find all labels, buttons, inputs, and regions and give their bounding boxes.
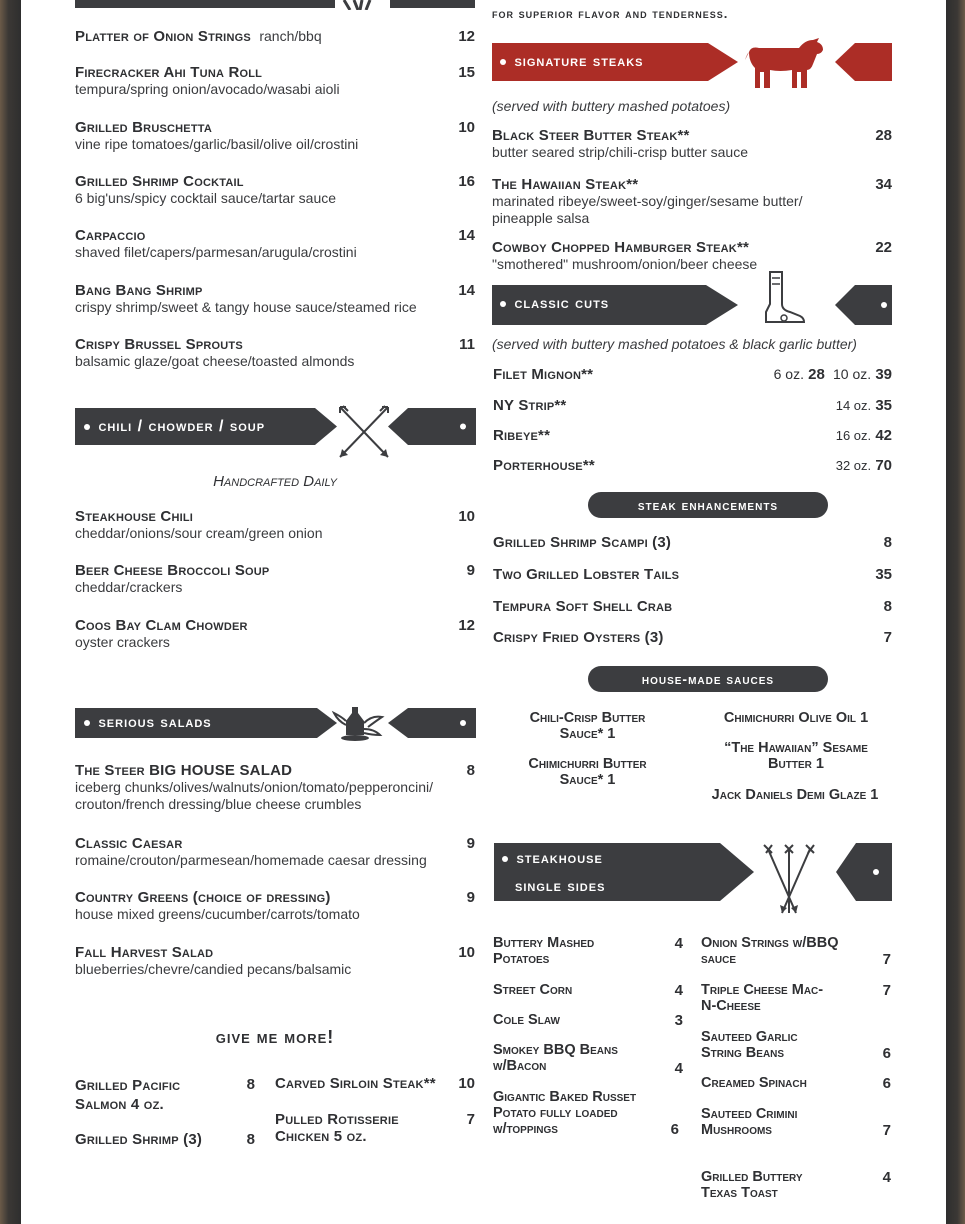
sauce-item: “The Hawaiian” Sesame Butter 1 (724, 740, 868, 772)
item-name: Crispy Fried Oysters (3) (493, 629, 664, 646)
banner-label (500, 43, 643, 81)
item-name: Black Steer Butter Steak** (492, 127, 690, 144)
item-name: Cole Slaw (493, 1012, 560, 1028)
item-desc: house mixed greens/cucumber/carrots/tomato (75, 906, 360, 922)
item-price: 9 (466, 889, 475, 906)
item-name: Carpaccio (75, 227, 146, 244)
list-item (75, 28, 475, 46)
list-item (75, 64, 475, 98)
item-price: 8 (246, 1131, 255, 1148)
item-price: 35 (875, 397, 892, 414)
item-price: 4 (674, 935, 683, 952)
section-title: signature steaks (514, 53, 644, 70)
item-desc: 6 big'uns/spicy cocktail sauce/tartar sauce (75, 190, 337, 206)
list-item (75, 282, 475, 316)
section-title: serious salads (98, 714, 212, 731)
section-title: chili / chowder / soup (98, 418, 266, 435)
item-price: 9 (466, 562, 475, 579)
banner-line (502, 846, 722, 872)
item-price: 6 (882, 1075, 891, 1092)
item-name: Tempura Soft Shell Crab (493, 598, 673, 615)
item-desc: cheddar/onions/sour cream/green onion (75, 525, 323, 541)
item-size: 6 oz. (773, 366, 804, 382)
list-item (701, 1075, 891, 1091)
banner-line (502, 872, 722, 898)
item-size: 16 oz. (835, 428, 872, 443)
item-name: Ribeye** (493, 427, 551, 444)
top-icon-fragment (340, 0, 380, 10)
list-item (701, 1029, 891, 1061)
section-title: steak enhancements (637, 497, 779, 513)
banner-label (500, 285, 609, 325)
item-price: 8 (466, 762, 475, 779)
item-desc: marinated ribeye/sweet-soy/ginger/sesame butter/ pineapple salsa (492, 193, 803, 226)
item-name: Pulled Rotisserie Chicken 5 oz. (275, 1111, 399, 1145)
banner-right-shape (388, 408, 476, 445)
item-price: 10 (458, 508, 475, 525)
item-name: Coos Bay Clam Chowder (75, 617, 248, 634)
banner-dot (500, 301, 506, 307)
cowboy-boot-icon (758, 268, 808, 326)
list-item (275, 1075, 475, 1092)
item-name: Creamed Spinach (701, 1075, 807, 1091)
item-name: Bang Bang Shrimp (75, 282, 203, 299)
list-item (493, 1089, 683, 1137)
item-price: 6 (882, 1045, 891, 1062)
olive-oil-icon (330, 703, 386, 743)
item-price: 8 (883, 534, 892, 551)
item-price: 10 (458, 1075, 475, 1092)
item-name: The Steer BIG HOUSE SALAD (75, 762, 293, 779)
item-price: 8 (883, 598, 892, 615)
list-item (75, 1131, 255, 1148)
item-desc: butter seared strip/chili-crisp butter sauce (492, 144, 748, 160)
item-size: 14 oz. (835, 398, 872, 413)
item-name: Carved Sirloin Steak** (275, 1075, 436, 1092)
section-subtitle: single sides (515, 878, 606, 895)
list-item (493, 598, 892, 616)
banner-dot (502, 856, 508, 862)
item-name: Grilled Bruschetta (75, 119, 213, 136)
soup-note-text: Handcrafted Daily (213, 473, 337, 490)
item-price: 70 (875, 457, 892, 474)
item-size: 10 oz. (833, 366, 872, 382)
banner-right-shape (836, 843, 892, 901)
list-item (701, 1106, 891, 1138)
list-item (701, 935, 891, 967)
list-item (493, 629, 892, 647)
section-title: give me more! (215, 1027, 335, 1047)
item-price: 14 (458, 282, 475, 299)
banner-right-shape (835, 285, 892, 325)
section-title: steakhouse (516, 850, 603, 867)
item-price: 12 (458, 28, 475, 45)
list-item (75, 227, 475, 261)
item-name: Beer Cheese Broccoli Soup (75, 562, 270, 579)
item-price: 10 (458, 119, 475, 136)
item-name: Classic Caesar (75, 835, 183, 852)
item-name: The Hawaiian Steak** (492, 176, 639, 193)
list-item (75, 617, 475, 651)
item-name: Street Corn (493, 982, 573, 998)
item-price: 34 (875, 176, 892, 193)
item-name: Grilled Shrimp Cocktail (75, 173, 244, 190)
list-item (493, 534, 892, 552)
item-name: Fall Harvest Salad (75, 944, 214, 961)
item-price: 7 (882, 951, 891, 968)
item-name: Two Grilled Lobster Tails (493, 566, 680, 583)
top-banner-fragment (75, 0, 335, 8)
banner-right-shape (388, 708, 476, 738)
item-desc: balsamic glaze/goat cheese/toasted almonds (75, 353, 355, 369)
top-tagline (492, 5, 728, 23)
banner-label (84, 708, 212, 738)
list-item (75, 1076, 255, 1114)
list-item (75, 119, 475, 153)
list-item (75, 762, 475, 813)
item-price: 7 (466, 1111, 475, 1128)
item-name: Sauteed Garlic String Beans (701, 1029, 798, 1061)
banner-label (84, 408, 265, 445)
item-sizes (836, 427, 892, 444)
banner-label (502, 846, 722, 898)
item-price: 10 (458, 944, 475, 961)
item-name: Smokey BBQ Beans w/Bacon (493, 1042, 618, 1074)
item-price: 28 (875, 127, 892, 144)
banner-dot (84, 424, 90, 430)
enhancements-heading (588, 492, 828, 518)
item-name: Country Greens (choice of dressing) (75, 889, 331, 906)
list-item (75, 944, 475, 978)
item-price: 35 (875, 566, 892, 583)
list-item (493, 982, 683, 998)
crossed-arrows-icon (760, 843, 818, 917)
item-price: 16 (458, 173, 475, 190)
list-item (493, 935, 683, 967)
item-desc: oyster crackers (75, 634, 170, 650)
item-name: Onion Strings w/BBQ sauce (701, 935, 839, 967)
item-price: 9 (466, 835, 475, 852)
item-name: Gigantic Baked Russet Potato fully loaded w/toppings (493, 1089, 637, 1137)
banner-dot (500, 59, 506, 65)
item-name: Sauteed Crimini Mushrooms (701, 1106, 798, 1138)
item-price: 6 (670, 1121, 679, 1138)
list-item (701, 1169, 891, 1201)
section-title: house-made sauces (641, 671, 775, 687)
list-item (492, 239, 892, 273)
signature-note: (served with buttery mashed potatoes) (492, 98, 731, 114)
list-item (75, 835, 475, 869)
item-desc: "smothered" mushroom/onion/beer cheese (492, 256, 758, 272)
item-price: 42 (875, 427, 892, 444)
top-banner-fragment-right (390, 0, 475, 8)
item-name: Cowboy Chopped Hamburger Steak** (492, 239, 750, 256)
list-item (275, 1111, 475, 1145)
item-price: 15 (458, 64, 475, 81)
list-item (493, 1012, 683, 1028)
item-desc: vine ripe tomatoes/garlic/basil/olive oil/crostini (75, 136, 359, 152)
list-item (493, 366, 892, 384)
soup-note (75, 473, 475, 491)
classic-note: (served with buttery mashed potatoes & black garlic butter) (492, 336, 857, 352)
item-name: Grilled Shrimp Scampi (3) (493, 534, 672, 551)
item-price: 4 (882, 1169, 891, 1186)
item-sizes (774, 366, 892, 383)
item-desc: romaine/crouton/parmesean/homemade caesar dressing (75, 852, 427, 868)
list-item (493, 427, 892, 445)
list-item (701, 982, 891, 1014)
item-name: Filet Mignon** (493, 366, 594, 383)
sauces-heading (588, 666, 828, 692)
item-size: 32 oz. (835, 458, 872, 473)
list-item (75, 889, 475, 923)
list-item (493, 1042, 683, 1077)
item-desc: tempura/spring onion/avocado/wasabi aioli (75, 81, 340, 97)
item-name: NY Strip** (493, 397, 567, 414)
item-desc: iceberg chunks/olives/walnuts/onion/tomato/pepperoncini/ crouton/french dressing/blue cheese crumbles (75, 779, 433, 812)
sauce-item: Chimichurri Olive Oil 1 (723, 710, 869, 726)
item-name: Crispy Brussel Sprouts (75, 336, 243, 353)
item-name: Buttery Mashed Potatoes (493, 935, 595, 967)
item-price: 3 (674, 1012, 683, 1029)
item-name: Triple Cheese Mac-N-Cheese (701, 982, 824, 1014)
item-name: Firecracker Ahi Tuna Roll (75, 64, 263, 81)
sauce-item: Chimichurri Butter Sauce* 1 (528, 756, 647, 788)
item-price: 22 (875, 239, 892, 256)
list-item (493, 566, 892, 584)
crossed-arrows-icon (334, 403, 394, 461)
item-name: Grilled Buttery Texas Toast (701, 1169, 803, 1201)
list-item (492, 176, 892, 227)
item-name: Grilled Pacific Salmon 4 oz. (75, 1077, 181, 1113)
item-name: Grilled Shrimp (3) (75, 1131, 203, 1148)
item-name: Steakhouse Chili (75, 508, 194, 525)
list-item (75, 173, 475, 207)
item-price: 7 (882, 1122, 891, 1139)
menu-edge-left (0, 0, 21, 1224)
give-more-heading (75, 1027, 475, 1048)
list-item (493, 457, 892, 475)
item-price: 14 (458, 227, 475, 244)
item-price: 12 (458, 617, 475, 634)
section-title: classic cuts (514, 295, 610, 312)
list-item (493, 397, 892, 415)
item-price: 39 (875, 366, 892, 383)
sauce-item: Chili-Crisp Butter Sauce* 1 (529, 710, 646, 742)
item-price: 11 (459, 336, 475, 353)
list-item (75, 562, 475, 596)
sauce-item: Jack Daniels Demi Glaze 1 (711, 787, 879, 803)
item-desc: ranch/bbq (259, 28, 322, 44)
list-item (492, 127, 892, 161)
list-item (75, 336, 475, 370)
item-price: 4 (674, 1060, 683, 1077)
list-item (75, 508, 475, 542)
menu-edge-right (946, 0, 965, 1224)
cow-icon (745, 38, 829, 92)
item-sizes (836, 397, 892, 414)
banner-right-shape (835, 43, 892, 81)
banner-dot (84, 720, 90, 726)
item-name: Platter of Onion Strings (75, 28, 251, 45)
item-desc: crispy shrimp/sweet & tangy house sauce/steamed rice (75, 299, 417, 315)
item-price: 28 (808, 366, 825, 383)
item-desc: shaved filet/capers/parmesan/arugula/crostini (75, 244, 357, 260)
item-price: 7 (882, 982, 891, 999)
item-price: 7 (883, 629, 892, 646)
tagline-text: for superior flavor and tenderness. (492, 6, 729, 21)
item-sizes (836, 457, 892, 474)
item-desc: blueberries/chevre/candied pecans/balsamic (75, 961, 352, 977)
item-name: Porterhouse** (493, 457, 595, 474)
item-price: 4 (674, 982, 683, 999)
item-price: 8 (246, 1076, 255, 1093)
item-desc: cheddar/crackers (75, 579, 183, 595)
